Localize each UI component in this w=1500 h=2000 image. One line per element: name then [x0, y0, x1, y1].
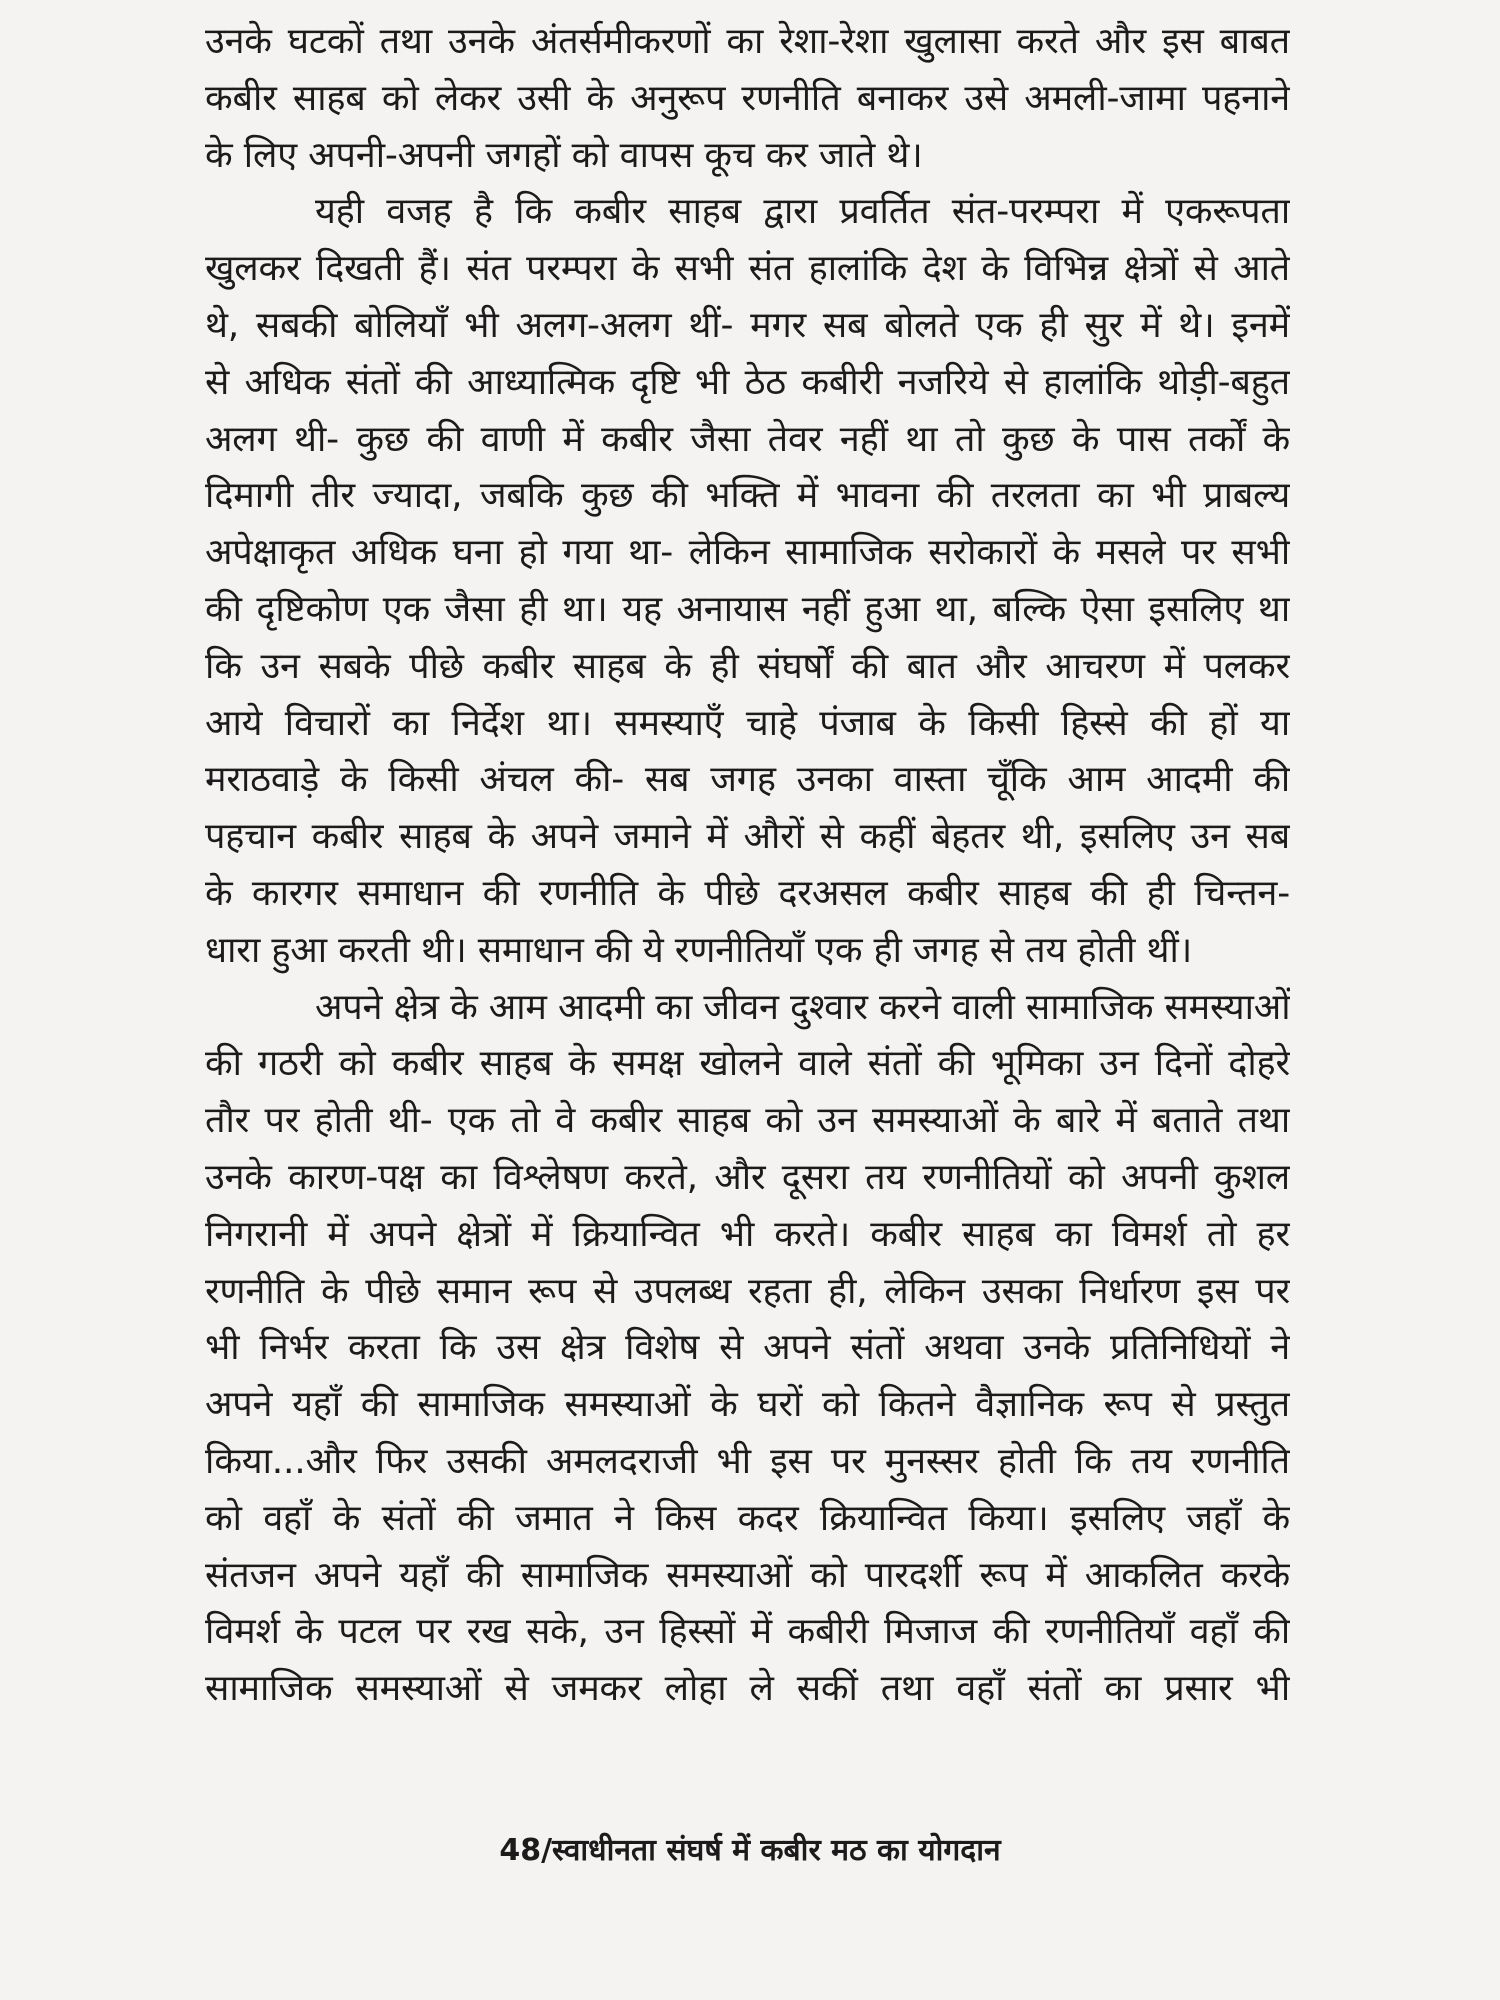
text-line: से अधिक संतों की आध्यात्मिक दृष्टि भी ठेठ कबीरी नजरिये से हालांकि थोड़ी-बहुत [205, 361, 1290, 403]
text-line: किया...और फिर उसकी अमलदराजी भी इस पर मुनस्सर होती कि तय रणनीति [205, 1440, 1290, 1482]
text-line: के कारगर समाधान की रणनीति के पीछे दरअसल कबीर साहब की ही चिन्तन- [205, 872, 1290, 914]
text-line: विमर्श के पटल पर रख सके, उन हिस्सों में कबीरी मिजाज की रणनीतियाँ वहाँ की [205, 1611, 1290, 1653]
paragraph-2 [205, 184, 1290, 979]
text-line: को वहाँ के संतों की जमात ने किस कदर क्रियान्वित किया। इसलिए जहाँ के [205, 1497, 1290, 1539]
text-line: सामाजिक समस्याओं से जमकर लोहा ले सकीं तथा वहाँ संतों का प्रसार भी [205, 1668, 1290, 1710]
text-line: निगरानी में अपने क्षेत्रों में क्रियान्वित भी करते। कबीर साहब का विमर्श तो हर [205, 1213, 1290, 1255]
text-line: धारा हुआ करती थी। समाधान की ये रणनीतियाँ एक ही जगह से तय होती थीं। [205, 929, 1193, 971]
text-line: अपने यहाँ की सामाजिक समस्याओं के घरों को कितने वैज्ञानिक रूप से प्रस्तुत [205, 1384, 1290, 1426]
text-line: थे, सबकी बोलियाँ भी अलग-अलग थीं- मगर सब बोलते एक ही सुर में थे। इनमें [205, 304, 1290, 346]
text-line: आये विचारों का निर्देश था। समस्याएँ चाहे पंजाब के किसी हिस्से की हों या [205, 702, 1290, 744]
text-line: अपने क्षेत्र के आम आदमी का जीवन दुश्वार करने वाली सामाजिक समस्याओं [315, 986, 1290, 1028]
text-line: खुलकर दिखती हैं। संत परम्परा के सभी संत हालांकि देश के विभिन्न क्षेत्रों से आते [205, 248, 1290, 290]
body-text [205, 14, 1290, 1718]
text-line: मराठवाड़े के किसी अंचल की- सब जगह उनका वास्ता चूँकि आम आदमी की [205, 759, 1290, 801]
text-line: यही वजह है कि कबीर साहब द्वारा प्रवर्तित संत-परम्परा में एकरूपता [315, 191, 1290, 233]
paragraph-1 [205, 14, 1290, 184]
text-line: उनके कारण-पक्ष का विश्लेषण करते, और दूसरा तय रणनीतियों को अपनी कुशल [205, 1156, 1290, 1198]
text-line: भी निर्भर करता कि उस क्षेत्र विशेष से अपने संतों अथवा उनके प्रतिनिधियों ने [205, 1327, 1290, 1369]
text-line: संतजन अपने यहाँ की सामाजिक समस्याओं को पारदर्शी रूप में आकलित करके [205, 1554, 1290, 1596]
text-line: कि उन सबके पीछे कबीर साहब के ही संघर्षों की बात और आचरण में पलकर [205, 645, 1290, 687]
text-line: पहचान कबीर साहब के अपने जमाने में औरों से कहीं बेहतर थी, इसलिए उन सब [205, 816, 1290, 858]
text-line: उनके घटकों तथा उनके अंतर्समीकरणों का रेशा-रेशा खुलासा करते और इस बाबत [205, 21, 1290, 62]
paragraph-3 [205, 980, 1290, 1718]
text-line: अलग थी- कुछ की वाणी में कबीर जैसा तेवर नहीं था तो कुछ के पास तर्कों के [205, 418, 1290, 460]
text-line: तौर पर होती थी- एक तो वे कबीर साहब को उन समस्याओं के बारे में बताते तथा [205, 1100, 1290, 1142]
page-footer: 48/स्वाधीनता संघर्ष में कबीर मठ का योगदान [499, 1833, 1001, 1868]
text-line: की गठरी को कबीर साहब के समक्ष खोलने वाले संतों की भूमिका उन दिनों दोहरे [205, 1043, 1290, 1085]
text-line: की दृष्टिकोण एक जैसा ही था। यह अनायास नहीं हुआ था, बल्कि ऐसा इसलिए था [205, 588, 1290, 630]
text-line: अपेक्षाकृत अधिक घना हो गया था- लेकिन सामाजिक सरोकारों के मसले पर सभी [205, 532, 1290, 574]
text-line: रणनीति के पीछे समान रूप से उपलब्ध रहता ही, लेकिन उसका निर्धारण इस पर [205, 1270, 1290, 1312]
text-line: दिमागी तीर ज्यादा, जबकि कुछ की भक्ति में भावना की तरलता का भी प्राबल्य [205, 475, 1290, 517]
text-line: कबीर साहब को लेकर उसी के अनुरूप रणनीति बनाकर उसे अमली-जामा पहनाने [205, 77, 1290, 119]
text-line: के लिए अपनी-अपनी जगहों को वापस कूच कर जाते थे। [205, 134, 923, 176]
